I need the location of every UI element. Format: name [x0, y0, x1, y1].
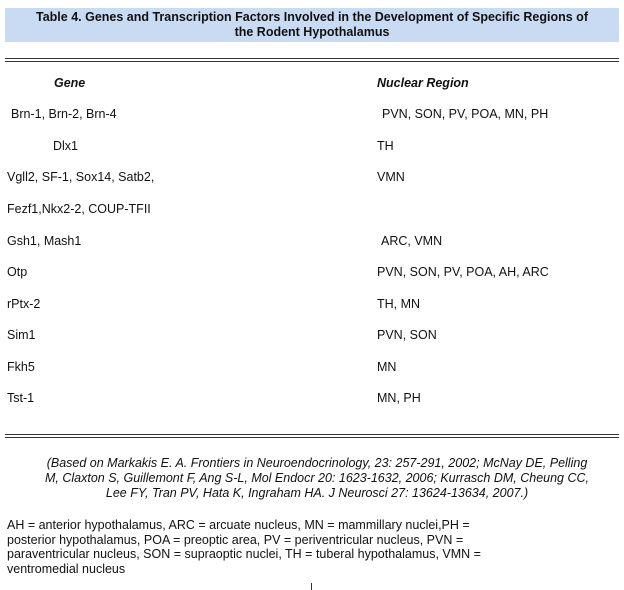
row-3-region: VMN	[377, 170, 405, 184]
citation-line-2: M, Claxton S, Guillemont F, Ang S-L, Mol Endocr 20: 1623-1632, 2006; Kurrasch DM, Cheung CC,	[44, 471, 590, 485]
row-5-region: ARC, VMN	[381, 234, 443, 248]
abbreviations-line-4: ventromedial nucleus	[7, 561, 126, 576]
row-10-region: MN, PH	[377, 391, 421, 405]
row-5-gene: Gsh1, Mash1	[7, 234, 82, 248]
table-title	[5, 8, 619, 42]
row-8-region: PVN, SON	[377, 328, 437, 342]
row-6-gene: Otp	[7, 265, 28, 279]
row-3-gene: Vgll2, SF-1, Sox14, Satb2,	[7, 170, 155, 184]
row-1-gene: Brn-1, Brn-2, Brn-4	[11, 107, 117, 121]
column-header-gene: Gene	[54, 76, 86, 90]
row-2-region: TH	[377, 139, 394, 153]
bottom-rule	[5, 434, 619, 435]
row-10-gene: Tst-1	[7, 391, 35, 405]
abbreviations-line-3: paraventricular nucleus, SON = supraoptic nuclei, TH = tuberal hypothalamus, VMN =	[7, 547, 481, 561]
row-2-gene: Dlx1	[53, 139, 79, 153]
abbreviations-line-2: posterior hypothalamus, POA = preoptic area, PV = periventricular nucleus, PVN =	[7, 532, 464, 547]
row-9-region: MN	[377, 360, 397, 374]
row-7-gene: rPtx-2	[7, 297, 41, 311]
row-9-gene: Fkh5	[7, 360, 35, 374]
bottom-rule-double	[5, 437, 619, 438]
column-header-nuclear-region: Nuclear Region	[377, 76, 469, 90]
row-8-gene: Sim1	[7, 328, 36, 342]
table-title-line-2: the Rodent Hypothalamus	[234, 25, 390, 39]
citation-note	[20, 456, 614, 501]
abbreviations-note	[7, 518, 567, 576]
row-1-region: PVN, SON, PV, POA, MN, PH	[382, 107, 549, 121]
citation-line-1: (Based on Markakis E. A. Frontiers in Neuroendocrinology, 23: 257-291, 2002; McNay DE, Pelling	[46, 456, 588, 470]
page-tick-mark	[311, 583, 312, 590]
top-rule-double	[5, 61, 619, 62]
row-4-gene: Fezf1,Nkx2-2, COUP-TFII	[7, 202, 151, 216]
top-rule	[5, 58, 619, 59]
citation-line-3: Lee FY, Tran PV, Hata K, Ingraham HA. J Neurosci 27: 13624-13634, 2007.)	[105, 486, 529, 500]
row-6-region: PVN, SON, PV, POA, AH, ARC	[377, 265, 549, 279]
table-title-line-1: Table 4. Genes and Transcription Factors Involved in the Development of Specific Regions of	[36, 10, 588, 24]
row-7-region: TH, MN	[377, 297, 421, 311]
abbreviations-line-1: AH = anterior hypothalamus, ARC = arcuate nucleus, MN = mammillary nuclei,PH =	[7, 518, 470, 532]
